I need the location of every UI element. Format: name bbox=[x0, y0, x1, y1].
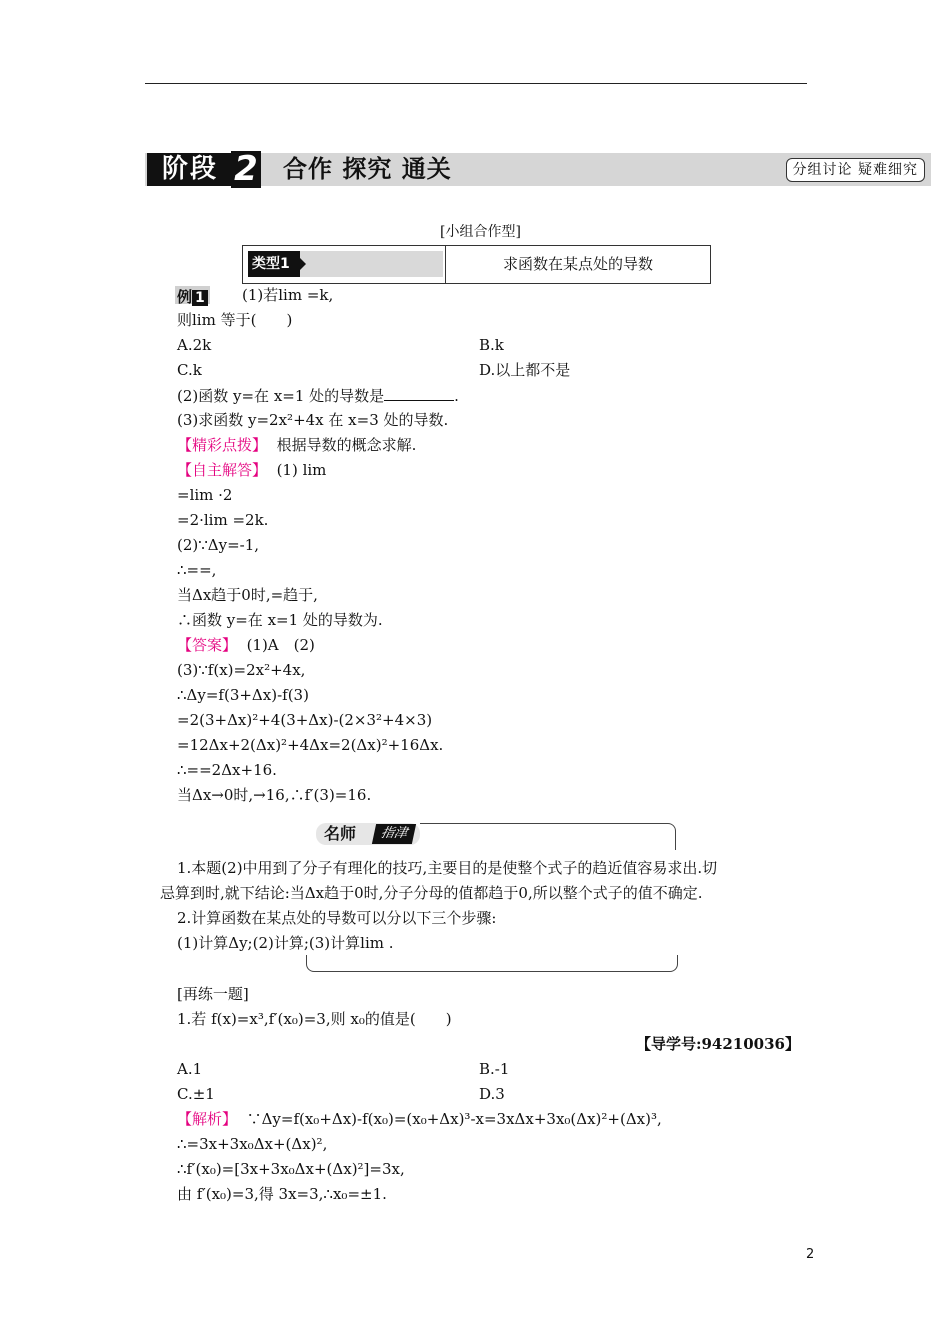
example-badge bbox=[175, 286, 210, 304]
subsection-heading: [小组合作型] bbox=[440, 224, 521, 240]
question-2: (2)函数 y=在 x=1 处的导数是 . bbox=[177, 387, 459, 405]
note-text: (1)计算Δy;(2)计算;(3)计算lim . bbox=[177, 934, 394, 952]
solution-step: 当Δx→0时,→16,∴f′(3)=16. bbox=[177, 786, 372, 804]
teacher-note-header bbox=[316, 821, 676, 851]
solution-step: 当Δx趋于0时,=趋于, bbox=[177, 586, 318, 604]
solution-step: ∴函数 y=在 x=1 处的导数为. bbox=[177, 611, 383, 629]
answer-line: 【答案】 (1)A (2) bbox=[177, 636, 315, 654]
solution-step: =2·lim =2k. bbox=[177, 511, 269, 529]
note-text: 1.本题(2)中用到了分子有理化的技巧,主要目的是使整个式子的趋近值容易求出.切 bbox=[177, 859, 718, 877]
option-d: D.3 bbox=[479, 1085, 505, 1103]
note-text: 2.计算函数在某点处的导数可以分以下三个步骤: bbox=[177, 909, 497, 927]
triangle-arrow-icon bbox=[298, 256, 306, 272]
option-c: C.±1 bbox=[177, 1085, 215, 1103]
example-number: 1 bbox=[192, 290, 208, 306]
question-1: (1)若lim =k, bbox=[242, 286, 334, 304]
type-box bbox=[242, 245, 711, 284]
practice-heading: [再练一题] bbox=[177, 985, 249, 1003]
solution-step: (2)∵Δy=-1, bbox=[177, 536, 260, 554]
solution-step: =2(3+Δx)²+4(3+Δx)-(2×3²+4×3) bbox=[177, 711, 433, 729]
option-c: C.k bbox=[177, 361, 202, 379]
analysis-line: 【解析】 ∵Δy=f(x₀+Δx)-f(x₀)=(x₀+Δx)³-x=3xΔx+3x₀(Δx)²+(Δx)³, bbox=[177, 1110, 662, 1128]
solution-step: ∴==, bbox=[177, 561, 217, 579]
solution-step: (3)∵f(x)=2x²+4x, bbox=[177, 661, 306, 679]
page-number: 2 bbox=[806, 1247, 815, 1262]
example-label: 例 bbox=[177, 288, 193, 306]
option-a: A.1 bbox=[177, 1060, 203, 1078]
guide-number: 【导学号:94210036】 bbox=[635, 1035, 800, 1053]
analysis-label: 【解析】 bbox=[177, 1110, 238, 1128]
answer-blank bbox=[384, 386, 454, 401]
option-b: B.-1 bbox=[479, 1060, 510, 1078]
option-b: B.k bbox=[479, 336, 504, 354]
section-title: 合作 探究 通关 bbox=[283, 155, 452, 183]
answer-label: 【答案】 bbox=[177, 636, 238, 654]
stage-label: 阶段 bbox=[147, 153, 233, 186]
option-d: D.以上都不是 bbox=[479, 361, 571, 379]
question-1-b: 则lim 等于( ) bbox=[177, 311, 293, 329]
section-banner bbox=[145, 149, 931, 189]
solution-step: ∴Δy=f(3+Δx)-f(3) bbox=[177, 686, 309, 704]
note-title-badge: 指津 bbox=[372, 824, 416, 844]
practice-question: 1.若 f(x)=x³,f′(x₀)=3,则 x₀的值是( ) bbox=[177, 1010, 452, 1028]
teacher-note-footer bbox=[306, 955, 678, 972]
note-title: 名师 bbox=[324, 824, 357, 843]
analysis-step: ∴f′(x₀)=[3x+3x₀Δx+(Δx)²]=3x, bbox=[177, 1160, 405, 1178]
solution-step: =lim ·2 bbox=[177, 486, 233, 504]
solution-label: 【自主解答】 bbox=[177, 461, 268, 479]
analysis-step: ∴=3x+3x₀Δx+(Δx)², bbox=[177, 1135, 328, 1153]
tip-line: 【精彩点拨】 根据导数的概念求解. bbox=[177, 436, 417, 454]
type-title: 求函数在某点处的导数 bbox=[502, 255, 653, 273]
top-rule bbox=[145, 83, 807, 84]
solution-line: 【自主解答】 (1) lim bbox=[177, 461, 327, 479]
stage-number: 2 bbox=[231, 151, 261, 188]
note-text: 忌算到时,就下结论:当Δx趋于0时,分子分母的值都趋于0,所以整个式子的值不确定. bbox=[160, 884, 703, 902]
analysis-step: 由 f′(x₀)=3,得 3x=3,∴x₀=±1. bbox=[177, 1185, 387, 1203]
question-3: (3)求函数 y=2x²+4x 在 x=3 处的导数. bbox=[177, 411, 449, 429]
solution-step: =12Δx+2(Δx)²+4Δx=2(Δx)²+16Δx. bbox=[177, 736, 444, 754]
tip-label: 【精彩点拨】 bbox=[177, 436, 268, 454]
option-a: A.2k bbox=[177, 336, 212, 354]
type-label: 类型1 bbox=[248, 251, 300, 277]
section-tag: 分组讨论 疑难细究 bbox=[786, 158, 925, 182]
solution-step: ∴==2Δx+16. bbox=[177, 761, 277, 779]
